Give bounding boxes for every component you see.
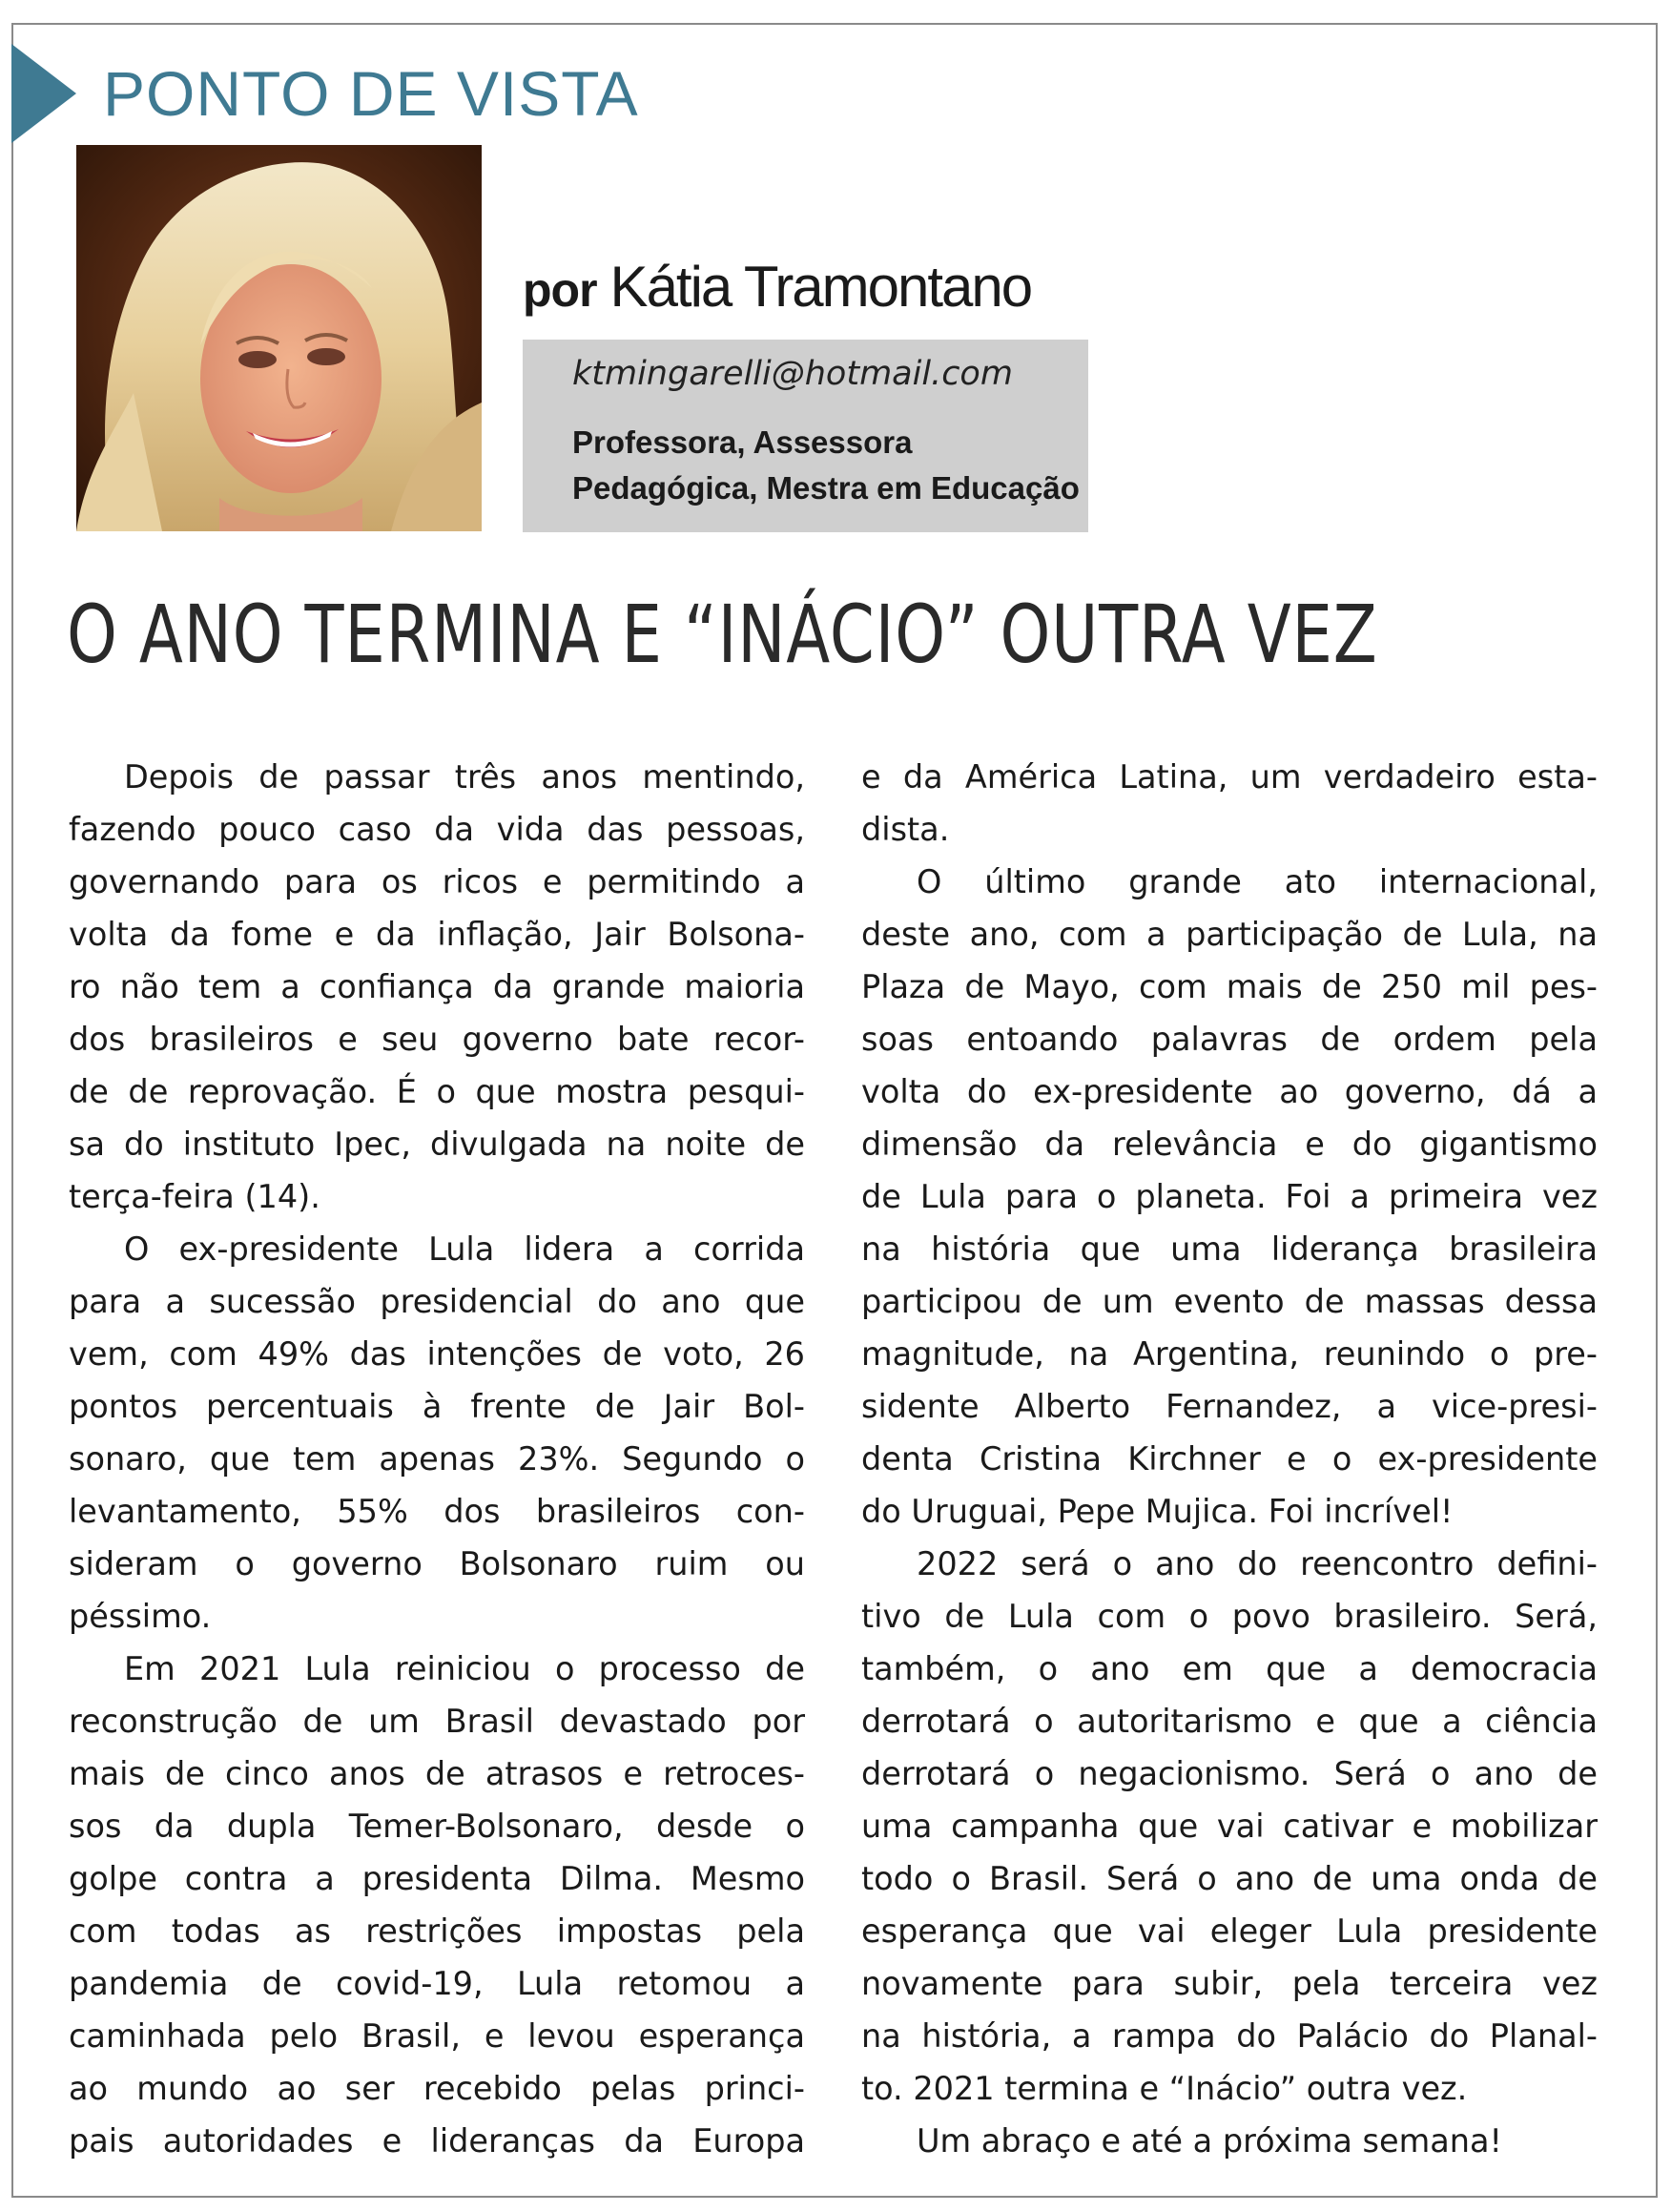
text-line: todo o Brasil. Será o ano de uma onda de xyxy=(861,1860,1598,1897)
text-line: participou de um evento de massas dessa xyxy=(861,1283,1598,1320)
text-line: ro não tem a confiança da grande maioria xyxy=(69,968,805,1005)
author-name: Kátia Tramontano xyxy=(609,255,1032,319)
text-line: uma campanha que vai cativar e mobilizar xyxy=(861,1808,1598,1845)
text-line: sa do instituto Ipec, divulgada na noite de xyxy=(69,1126,805,1163)
text-line: na história que uma liderança brasileira xyxy=(861,1230,1598,1268)
text-line: reconstrução de um Brasil devastado por xyxy=(69,1703,805,1740)
text-line: governando para os ricos e permitindo a xyxy=(69,863,805,900)
text-line: derrotará o autoritarismo e que a ciência xyxy=(861,1703,1598,1740)
section-arrow-icon xyxy=(11,44,76,143)
text-line: de Lula para o planeta. Foi a primeira vez xyxy=(861,1178,1598,1215)
text-line: também, o ano em que a democracia xyxy=(861,1650,1598,1687)
author-role-line: Pedagógica, Mestra em Educação xyxy=(572,470,1080,506)
text-line: vem, com 49% das intenções de voto, 26 xyxy=(69,1335,805,1373)
text-line: denta Cristina Kirchner e o ex-presidente xyxy=(861,1440,1598,1478)
article-column-right xyxy=(861,751,1598,2167)
text-line: de de reprovação. É o que mostra pesqui- xyxy=(69,1073,805,1110)
article-headline: O ANO TERMINA E “INÁCIO” OUTRA VEZ xyxy=(67,588,1378,681)
text-line: esperança que vai eleger Lula presidente xyxy=(861,1912,1598,1950)
text-line: tivo de Lula com o povo brasileiro. Será, xyxy=(861,1598,1598,1635)
text-line: sidente Alberto Fernandez, a vice-presi- xyxy=(861,1388,1598,1425)
text-line: fazendo pouco caso da vida das pessoas, xyxy=(69,811,805,848)
text-line: Um abraço e até a próxima semana! xyxy=(917,2122,1502,2160)
byline xyxy=(523,250,1031,340)
text-line: Plaza de Mayo, com mais de 250 mil pes- xyxy=(861,968,1598,1005)
text-line: na história, a rampa do Palácio do Planal- xyxy=(861,2017,1598,2055)
text-line: com todas as restrições impostas pela xyxy=(69,1912,805,1950)
text-line: Em 2021 Lula reiniciou o processo de xyxy=(124,1650,805,1687)
text-line: caminhada pelo Brasil, e levou esperança xyxy=(69,2017,805,2055)
author-role xyxy=(572,420,1078,511)
text-line: dos brasileiros e seu governo bate recor- xyxy=(69,1021,805,1058)
text-line: soas entoando palavras de ordem pela xyxy=(861,1021,1598,1058)
text-line: to. 2021 termina e “Inácio” outra vez. xyxy=(861,2070,1468,2107)
section-title: PONTO DE VISTA xyxy=(103,58,639,129)
text-line: O ex-presidente Lula lidera a corrida xyxy=(124,1230,805,1268)
text-line: pais autoridades e lideranças da Europa xyxy=(69,2122,805,2160)
article-column-left xyxy=(69,751,805,2167)
text-line: deste ano, com a participação de Lula, na xyxy=(861,916,1598,953)
text-line: do Uruguai, Pepe Mujica. Foi incrível! xyxy=(861,1493,1454,1530)
text-line: e da América Latina, um verdadeiro esta- xyxy=(861,758,1598,796)
author-info-box xyxy=(523,340,1088,532)
text-line: terça-feira (14). xyxy=(69,1178,320,1215)
text-line: péssimo. xyxy=(69,1598,212,1635)
text-line: volta da fome e da inflação, Jair Bolsona- xyxy=(69,916,805,953)
byline-prefix: por xyxy=(523,263,597,317)
author-photo xyxy=(76,145,482,531)
text-line: dista. xyxy=(861,811,950,848)
text-line: sos da dupla Temer-Bolsonaro, desde o xyxy=(69,1808,805,1845)
text-line: mais de cinco anos de atrasos e retroces- xyxy=(69,1755,805,1792)
text-line: novamente para subir, pela terceira vez xyxy=(861,1965,1598,2002)
text-line: magnitude, na Argentina, reunindo o pre- xyxy=(861,1335,1598,1373)
text-line: golpe contra a presidenta Dilma. Mesmo xyxy=(69,1860,805,1897)
text-line: dimensão da relevância e do gigantismo xyxy=(861,1126,1598,1163)
text-line: 2022 será o ano do reencontro defini- xyxy=(917,1545,1598,1582)
text-line: sideram o governo Bolsonaro ruim ou xyxy=(69,1545,805,1582)
text-line: derrotará o negacionismo. Será o ano de xyxy=(861,1755,1598,1792)
author-role-line: Professora, Assessora xyxy=(572,424,913,460)
text-line: pontos percentuais à frente de Jair Bol- xyxy=(69,1388,805,1425)
text-line: Depois de passar três anos mentindo, xyxy=(124,758,805,796)
text-line: levantamento, 55% dos brasileiros con- xyxy=(69,1493,805,1530)
text-line: para a sucessão presidencial do ano que xyxy=(69,1283,805,1320)
text-line: sonaro, que tem apenas 23%. Segundo o xyxy=(69,1440,805,1478)
text-line: ao mundo ao ser recebido pelas princi- xyxy=(69,2070,805,2107)
text-line: O último grande ato internacional, xyxy=(917,863,1598,900)
text-line: pandemia de covid-19, Lula retomou a xyxy=(69,1965,805,2002)
author-email[interactable]: ktmingarelli@hotmail.com xyxy=(572,355,1013,393)
text-line: volta do ex-presidente ao governo, dá a xyxy=(861,1073,1598,1110)
